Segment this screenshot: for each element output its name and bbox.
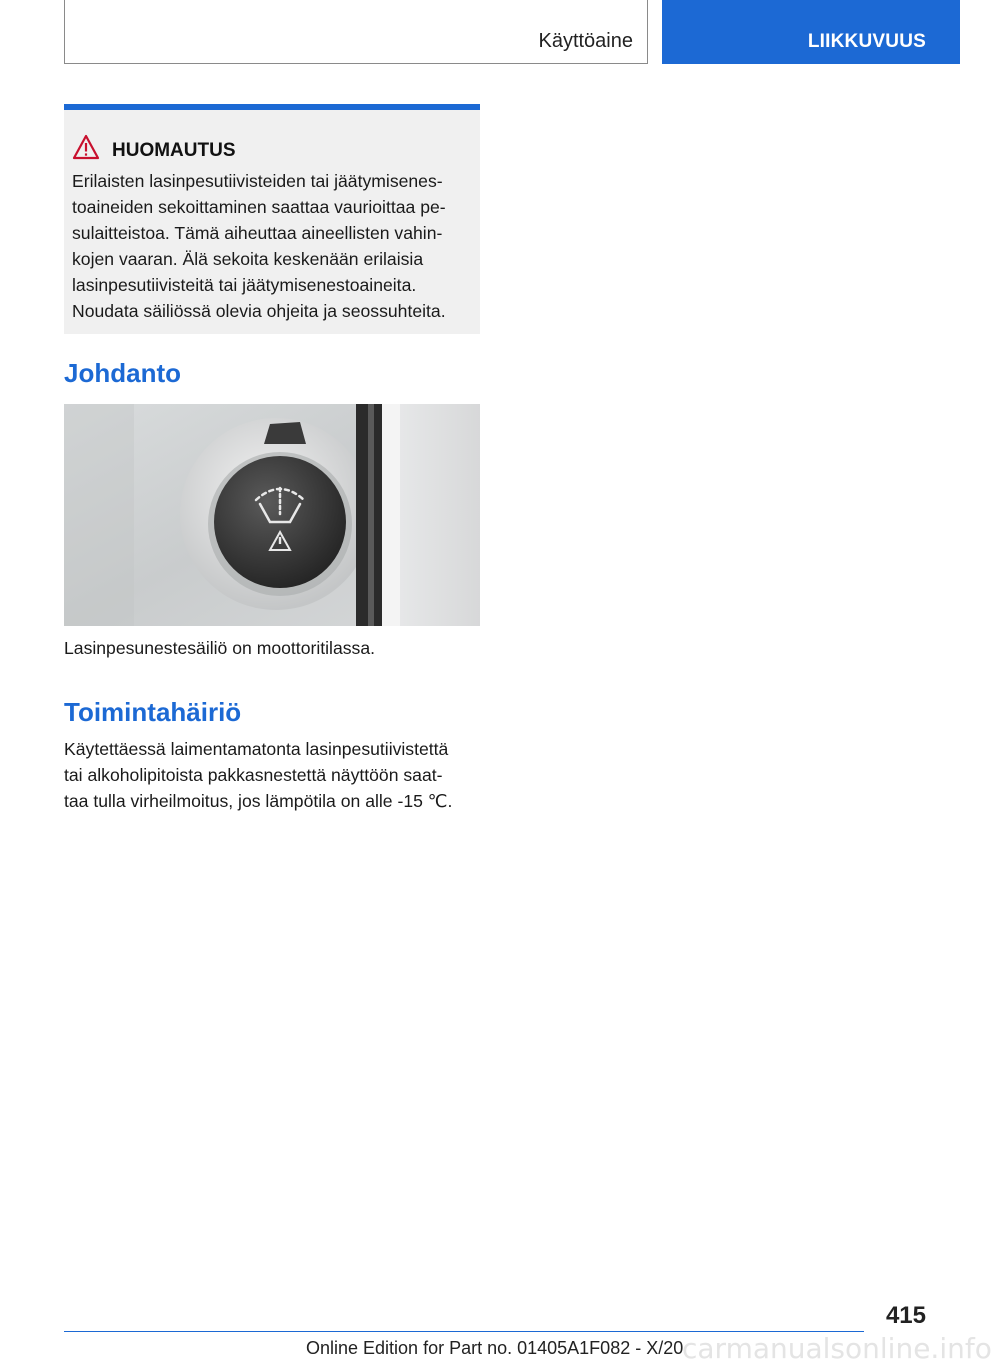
warning-triangle-icon	[72, 134, 100, 160]
notice-text	[72, 168, 476, 324]
notice-line: Erilaisten lasinpesutiivisteiden tai jäätymisenes-	[72, 171, 443, 191]
warning-notice	[64, 104, 480, 334]
washer-fluid-reservoir-photo	[64, 404, 480, 626]
chapter-title: LIIKKUVUUS	[807, 31, 926, 52]
notice-line: kojen vaaran. Älä sekoita keskenään erilaisia	[72, 249, 424, 269]
page-number: 415	[885, 1302, 926, 1329]
notice-line: Noudata säiliössä olevia ohjeita ja seossuhteita.	[72, 301, 446, 321]
body-line: Käytettäessä laimentamatonta lasinpesutiivistettä	[64, 739, 449, 759]
section-heading-introduction: Johdanto	[64, 358, 181, 388]
malfunction-text	[64, 736, 484, 814]
body-line: tai alkoholipitoista pakkasnestettä näyttöön saat-	[64, 765, 443, 785]
body-line: taa tulla virheilmoitus, jos lämpötila on alle -15 ℃.	[64, 791, 453, 811]
section-title: Käyttöaine	[538, 30, 633, 52]
footer-edition-text: Online Edition for Part no. 01405A1F082 - X/20	[306, 1338, 684, 1358]
watermark: carmanualsonline.info	[682, 1332, 992, 1365]
section-heading-malfunction: Toimintahäiriö	[64, 697, 242, 727]
chapter-tab[interactable]	[662, 0, 960, 64]
notice-title: HUOMAUTUS	[112, 140, 236, 161]
figure-caption: Lasinpesunestesäiliö on moottoritilassa.	[64, 638, 376, 658]
notice-line: lasinpesutiivisteitä tai jäätymisenestoaineita.	[72, 275, 417, 295]
header-section-box	[64, 0, 648, 64]
notice-line: toaineiden sekoittaminen saattaa vaurioittaa pe-	[72, 197, 446, 217]
notice-line: sulaitteistoa. Tämä aiheuttaa aineellisten vahin-	[72, 223, 443, 243]
